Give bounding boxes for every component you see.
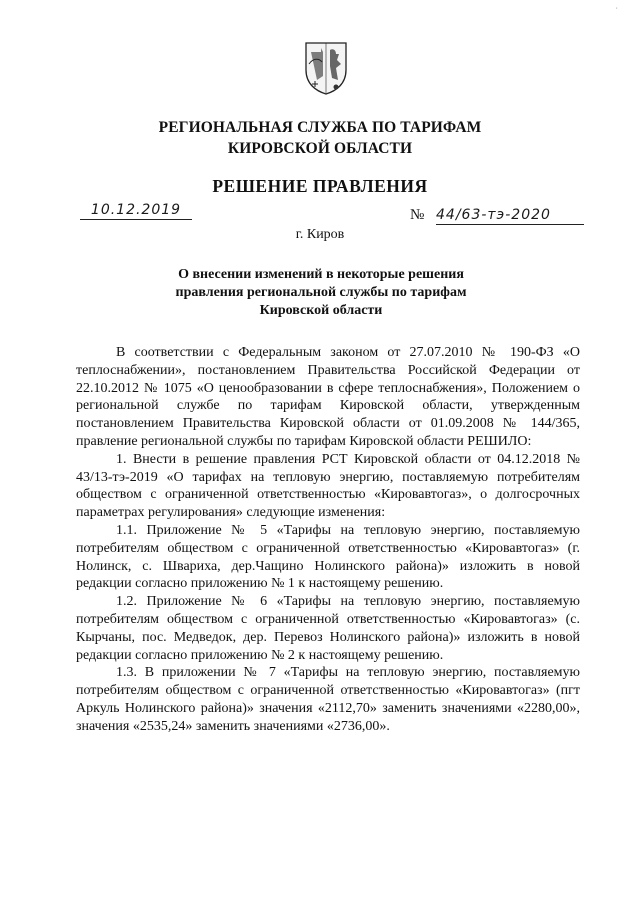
scan-mark: ˙ — [615, 6, 618, 15]
city-label: г. Киров — [295, 227, 345, 242]
organization-name-line2: КИРОВСКОЙ ОБЛАСТИ — [227, 140, 413, 157]
number-sign: № — [410, 207, 425, 223]
document-date: 10.12.2019 — [80, 202, 192, 220]
preamble-paragraph: В соответствии с Федеральным законом от 27.07.2010 № 190-ФЗ «О теплоснабжении», постановлением Правительства Российской Федерации от 22.10.2012 № 1075 «О ценообразовании в сфере теплоснабжения», Положением о региональной службе по тарифам Кировской области, утвержденным постановлением Правительства Кировской области от 01.09.2008 № 144/365, правление региональной службы по тарифам Кировской области РЕШИЛО: — [76, 345, 580, 449]
document-number: 44/63-тэ-2020 — [436, 207, 584, 225]
subject-line: Кировской области — [259, 303, 383, 318]
subject-line: О внесении изменений в некоторые решения — [178, 267, 464, 282]
subject-line: правления региональной службы по тарифам — [175, 285, 467, 300]
document-subject — [150, 266, 492, 320]
subclause-paragraph: 1.1. Приложение № 5 «Тарифы на тепловую энергию, поставляемую потребителям обществом с ограниченной ответственностью «Кировавтогаз» (г. Нолинск, с. Швариха, дер.Чащино Нолинского района)» изложить в новой редакции согласно приложению № 1 к настоящему решению. — [76, 522, 580, 592]
subclause-paragraph: 1.3. В приложении № 7 «Тарифы на тепловую энергию, поставляемую потребителям обществом с ограниченной ответственностью «Кировавтогаз» (пгт Аркуль Нолинского района)» значения «2112,70» заменить значениями «2280,00», значения «2535,24» заменить значениями «2736,00». — [76, 665, 580, 734]
coat-of-arms-icon — [303, 40, 349, 96]
organization-name-line1: РЕГИОНАЛЬНАЯ СЛУЖБА ПО ТАРИФАМ — [158, 119, 482, 136]
clause-paragraph: 1. Внести в решение правления РСТ Кировской области от 04.12.2018 № 43/13-тэ-2019 «О тарифах на тепловую энергию, поставляемую потребителям обществом с ограниченной ответственностью «Кировавтогаз», о долгосрочных параметрах регулирования» следующие изменения: — [76, 451, 580, 521]
subclause-paragraph: 1.2. Приложение № 6 «Тарифы на тепловую энергию, поставляемую потребителям обществом с ограниченной ответственностью «Кировавтогаз» (с. Кырчаны, пос. Медведок, дер. Перевоз Нолинского района)» изложить в новой редакции согласно приложению № 2 к настоящему решению. — [76, 594, 580, 663]
document-body — [76, 344, 580, 736]
document-type-heading: РЕШЕНИЕ ПРАВЛЕНИЯ — [212, 176, 428, 196]
